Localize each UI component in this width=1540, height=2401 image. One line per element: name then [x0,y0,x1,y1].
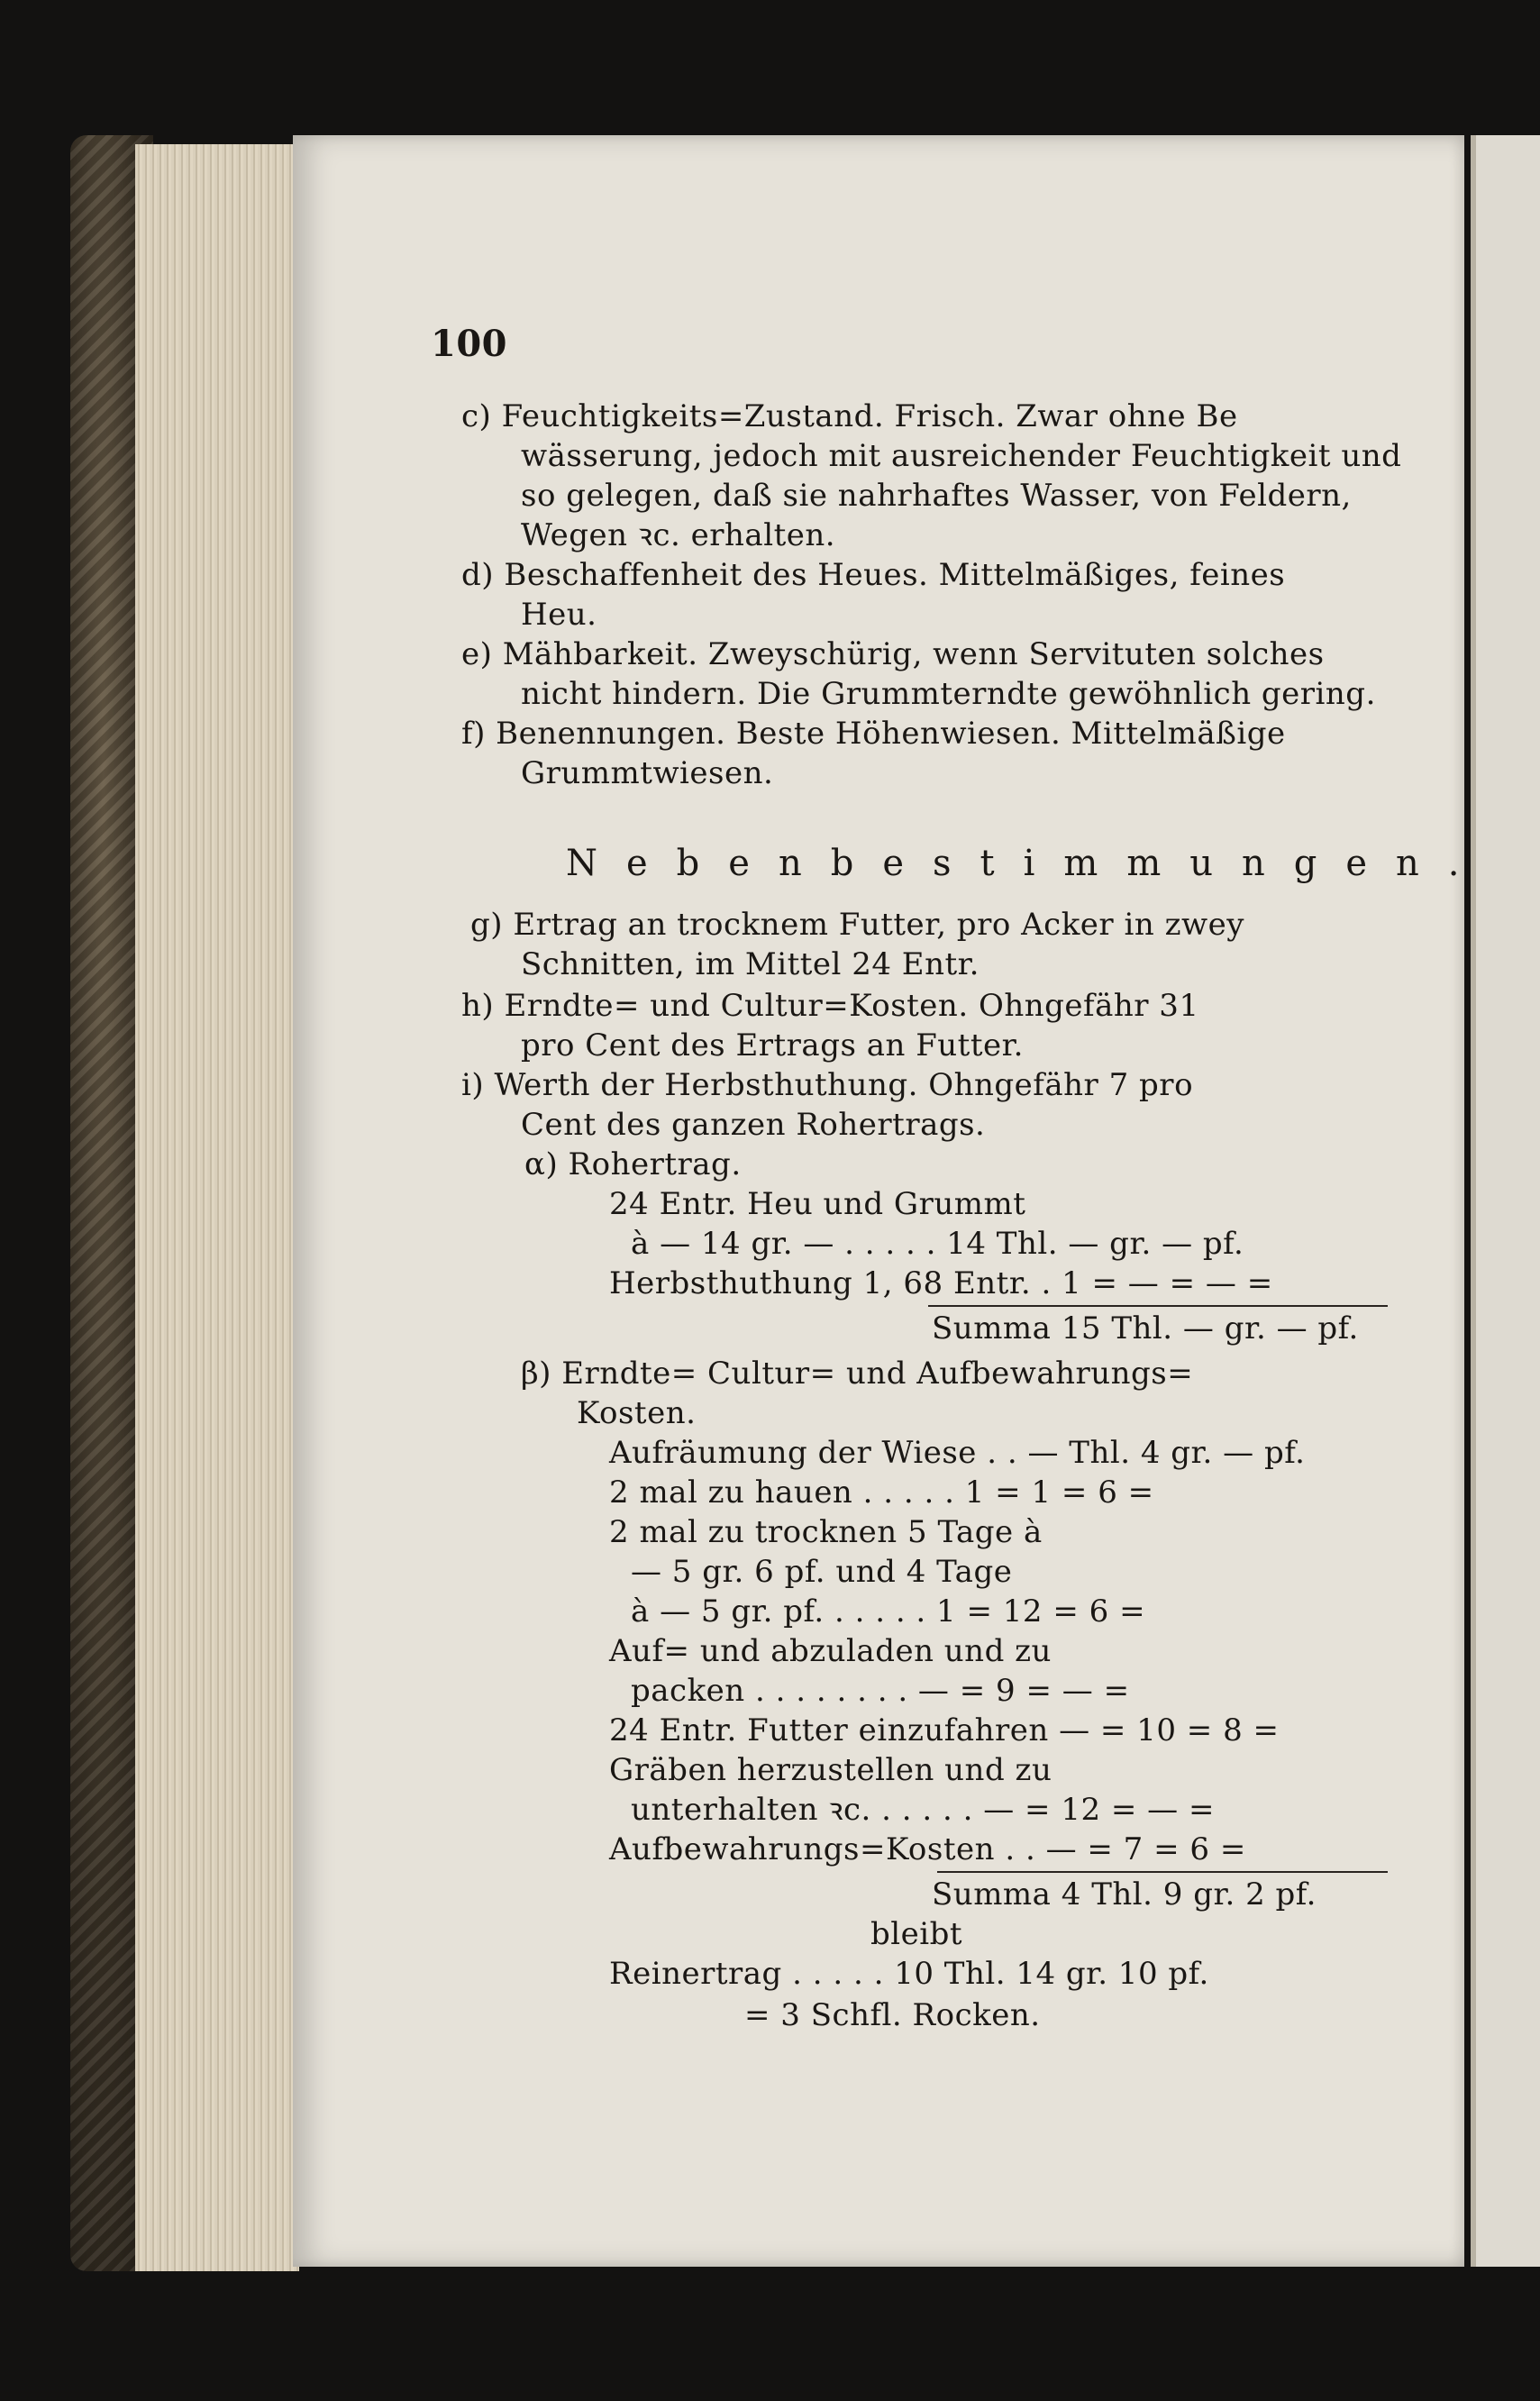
item-e-line-1: e) Mähbarkeit. Zweyschürig, wenn Servituten solches [461,636,1325,672]
beta-sum: Summa 4 Thl. 9 gr. 2 pf. [932,1876,1317,1913]
beta-sum-rule [937,1871,1388,1873]
item-d-line-2: Heu. [521,597,597,633]
beta-line-5: à — 5 gr. pf. . . . . . 1 = 12 = 6 = [631,1593,1146,1630]
beta-line-7: packen . . . . . . . . — = 9 = — = [631,1673,1130,1709]
beta-line-11: Aufbewahrungs=Kosten . . — = 7 = 6 = [609,1831,1246,1867]
bleibt-label: bleibt [870,1916,963,1952]
alpha-sum: Summa 15 Thl. — gr. — pf. [932,1310,1359,1347]
item-f-line-1: f) Benennungen. Beste Höhenwiesen. Mittelmäßige [461,716,1286,752]
section-heading: Nebenbestimmungen. [566,843,1489,884]
page-number: 100 [431,323,507,365]
item-d-line-1: d) Beschaffenheit des Heues. Mittelmäßiges, feines [461,557,1286,593]
item-h-line-1: h) Erndte= und Cultur=Kosten. Ohngefähr 31 [461,988,1199,1024]
item-g-line-2: Schnitten, im Mittel 24 Entr. [521,946,980,982]
item-c-line-3: so gelegen, daß sie nahrhaftes Wasser, von Feldern, [521,478,1352,514]
beta-line-9: Gräben herzustellen und zu [609,1752,1052,1788]
item-f-line-2: Grummtwiesen. [521,755,774,791]
beta-line-1: Aufräumung der Wiese . . — Thl. 4 gr. — pf. [609,1435,1306,1471]
beta-heading-line-1: β) Erndte= Cultur= und Aufbewahrungs= [521,1356,1194,1392]
item-i-line-2: Cent des ganzen Rohertrags. [521,1107,986,1143]
page-edges [135,144,299,2271]
beta-line-8: 24 Entr. Futter einzufahren — = 10 = 8 = [609,1712,1280,1748]
beta-line-4: — 5 gr. 6 pf. und 4 Tage [631,1554,1013,1590]
item-c-line-4: Wegen ꝛc. erhalten. [521,517,836,553]
alpha-line-3: Herbsthuthung 1, 68 Entr. . 1 = — = — = [609,1265,1273,1301]
beta-line-6: Auf= und abzuladen und zu [609,1633,1052,1669]
rocken-line: = 3 Schfl. Rocken. [744,1997,1041,2033]
beta-line-10: unterhalten ꝛc. . . . . . — = 12 = — = [631,1792,1215,1828]
beta-heading-line-2: Kosten. [577,1395,697,1431]
facing-page-edge [1471,135,1540,2267]
item-i-line-1: i) Werth der Herbsthuthung. Ohngefähr 7 pro [461,1067,1194,1103]
beta-line-3: 2 mal zu trocknen 5 Tage à [609,1514,1043,1550]
item-g-line-1: g) Ertrag an trocknem Futter, pro Acker in zwey [470,907,1244,943]
item-c-line-2: wässerung, jedoch mit ausreichender Feuchtigkeit und [521,438,1402,474]
alpha-line-2: à — 14 gr. — . . . . . 14 Thl. — gr. — pf. [631,1226,1244,1262]
reinertrag-line: Reinertrag . . . . . 10 Thl. 14 gr. 10 pf. [609,1956,1209,1992]
alpha-line-1: 24 Entr. Heu und Grummt [609,1186,1026,1222]
item-h-line-2: pro Cent des Ertrags an Futter. [521,1027,1024,1064]
item-c-line-1: c) Feuchtigkeits=Zustand. Frisch. Zwar ohne Be [461,398,1238,434]
item-e-line-2: nicht hindern. Die Grummterndte gewöhnlich gering. [521,676,1376,712]
beta-line-2: 2 mal zu hauen . . . . . 1 = 1 = 6 = [609,1474,1154,1511]
alpha-heading: α) Rohertrag. [524,1146,742,1182]
alpha-sum-rule [928,1305,1388,1307]
